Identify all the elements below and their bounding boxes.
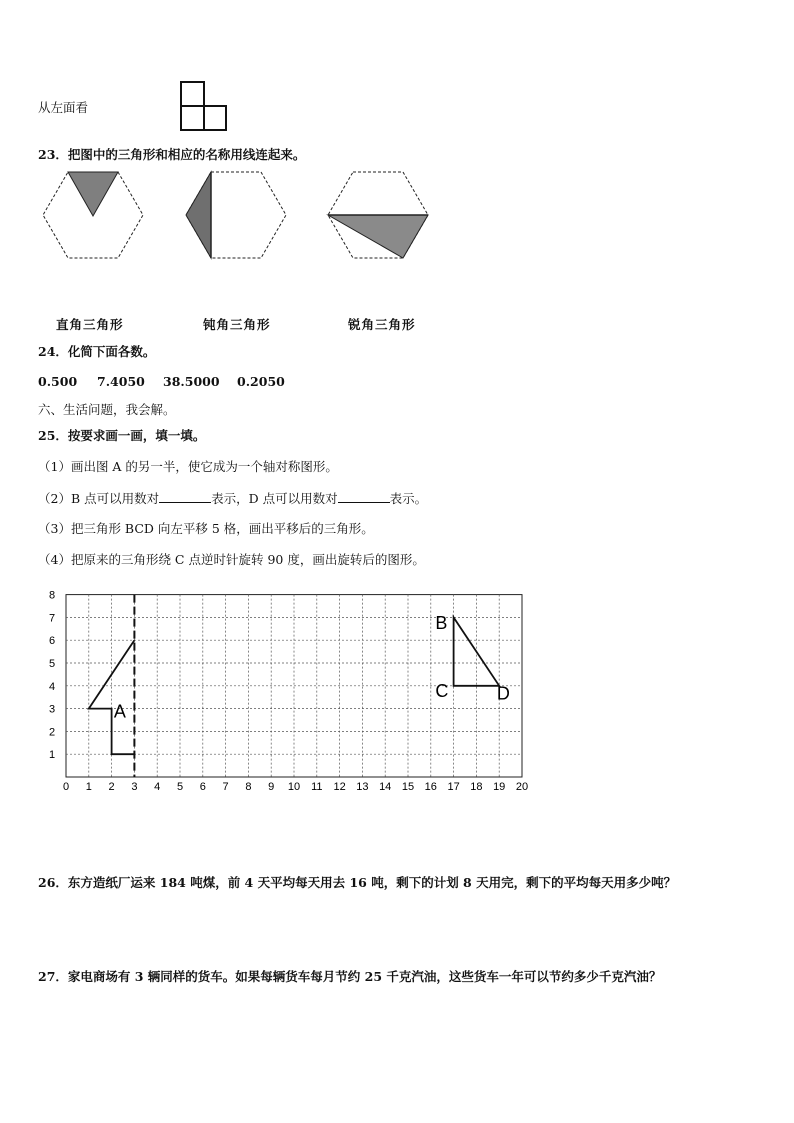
y-tick-label: 2 [48,726,56,739]
hexagon-acute-triangle [328,172,428,258]
q24-number-1: 0.500 [38,374,78,389]
q25-part-2-b: 表示，D 点可以用数对 [211,491,338,506]
x-tick-label: 3 [131,781,138,793]
x-tick-label: 1 [85,781,92,793]
y-tick-label: 4 [48,680,56,693]
x-tick-label: 16 [424,781,437,793]
q25-part-4: （4）把原来的三角形绕 C 点逆时针旋转 90 度，画出旋转后的图形。 [38,552,425,567]
name-obtuse-triangle: 钝角三角形 [203,317,271,332]
q25-part-2-a: （2）B 点可以用数对 [38,491,160,506]
y-tick-label: 3 [48,703,56,716]
x-axis-labels [63,781,528,793]
answer-blank-b[interactable] [159,490,211,503]
x-tick-label: 13 [356,781,369,793]
x-tick-label: 6 [199,781,206,793]
x-tick-label: 9 [268,781,275,793]
hexagon-right-triangle [43,172,143,258]
x-tick-label: 18 [470,781,483,793]
x-tick-label: 11 [311,781,323,793]
y-tick-label: 5 [48,658,56,670]
x-tick-label: 4 [154,781,161,793]
x-tick-label: 17 [447,781,460,793]
side-view-figure [178,80,230,134]
x-tick-label: 20 [515,781,529,793]
y-axis-labels [49,590,55,762]
x-tick-label: 0 [62,781,70,793]
q24-question: 24．化简下面各数。 [38,344,156,359]
y-tick-label: 6 [48,635,56,648]
q24-number-3: 38.5000 [163,374,220,389]
q26-question: 26．东方造纸厂运来 184 吨煤，前 4 天平均每天用去 16 吨，剩下的计划 8 天用完，剩下的平均每天用多少吨？ [38,875,677,890]
label-d: D [496,683,510,704]
y-tick-label: 1 [48,749,56,762]
x-tick-label: 12 [333,781,346,793]
x-tick-label: 15 [401,781,415,793]
x-tick-label: 14 [379,781,392,793]
answer-blank-d[interactable] [338,490,390,503]
q25-part-2-c: 表示。 [389,491,428,506]
y-tick-label: 8 [48,589,56,602]
coordinate-grid [40,584,540,796]
section-6-title: 六、生活问题，我会解。 [38,402,176,417]
label-c: C [435,681,449,702]
x-tick-label: 2 [108,781,115,793]
x-tick-label: 7 [222,781,229,793]
figure-a [89,640,135,754]
view-label: 从左面看 [38,100,89,115]
q24-number-4: 0.2050 [237,374,285,389]
q25-part-3: （3）把三角形 BCD 向左平移 5 格，画出平移后的三角形。 [38,521,374,536]
name-right-triangle: 直角三角形 [56,317,124,332]
q25-part-2 [38,490,427,507]
q24-number-2: 7.4050 [97,374,145,389]
x-tick-label: 19 [493,781,506,793]
label-b: B [435,612,448,633]
name-acute-triangle: 锐角三角形 [348,317,416,332]
x-tick-label: 10 [287,781,301,793]
q25-question: 25．按要求画一画，填一填。 [38,428,206,443]
hexagon-obtuse-triangle [186,172,286,258]
q23-hexagons [40,170,440,264]
q25-part-1: （1）画出图 A 的另一半，使它成为一个轴对称图形。 [38,459,338,474]
x-tick-label: 8 [245,781,252,793]
q23-question: 23．把图中的三角形和相应的名称用线连起来。 [38,147,306,162]
x-tick-label: 5 [176,781,184,793]
q27-question: 27．家电商场有 3 辆同样的货车。如果每辆货车每月节约 25 千克汽油，这些货车一年可以节约多少千克汽油？ [38,969,662,984]
y-tick-label: 7 [48,612,56,625]
label-a: A [113,701,126,722]
